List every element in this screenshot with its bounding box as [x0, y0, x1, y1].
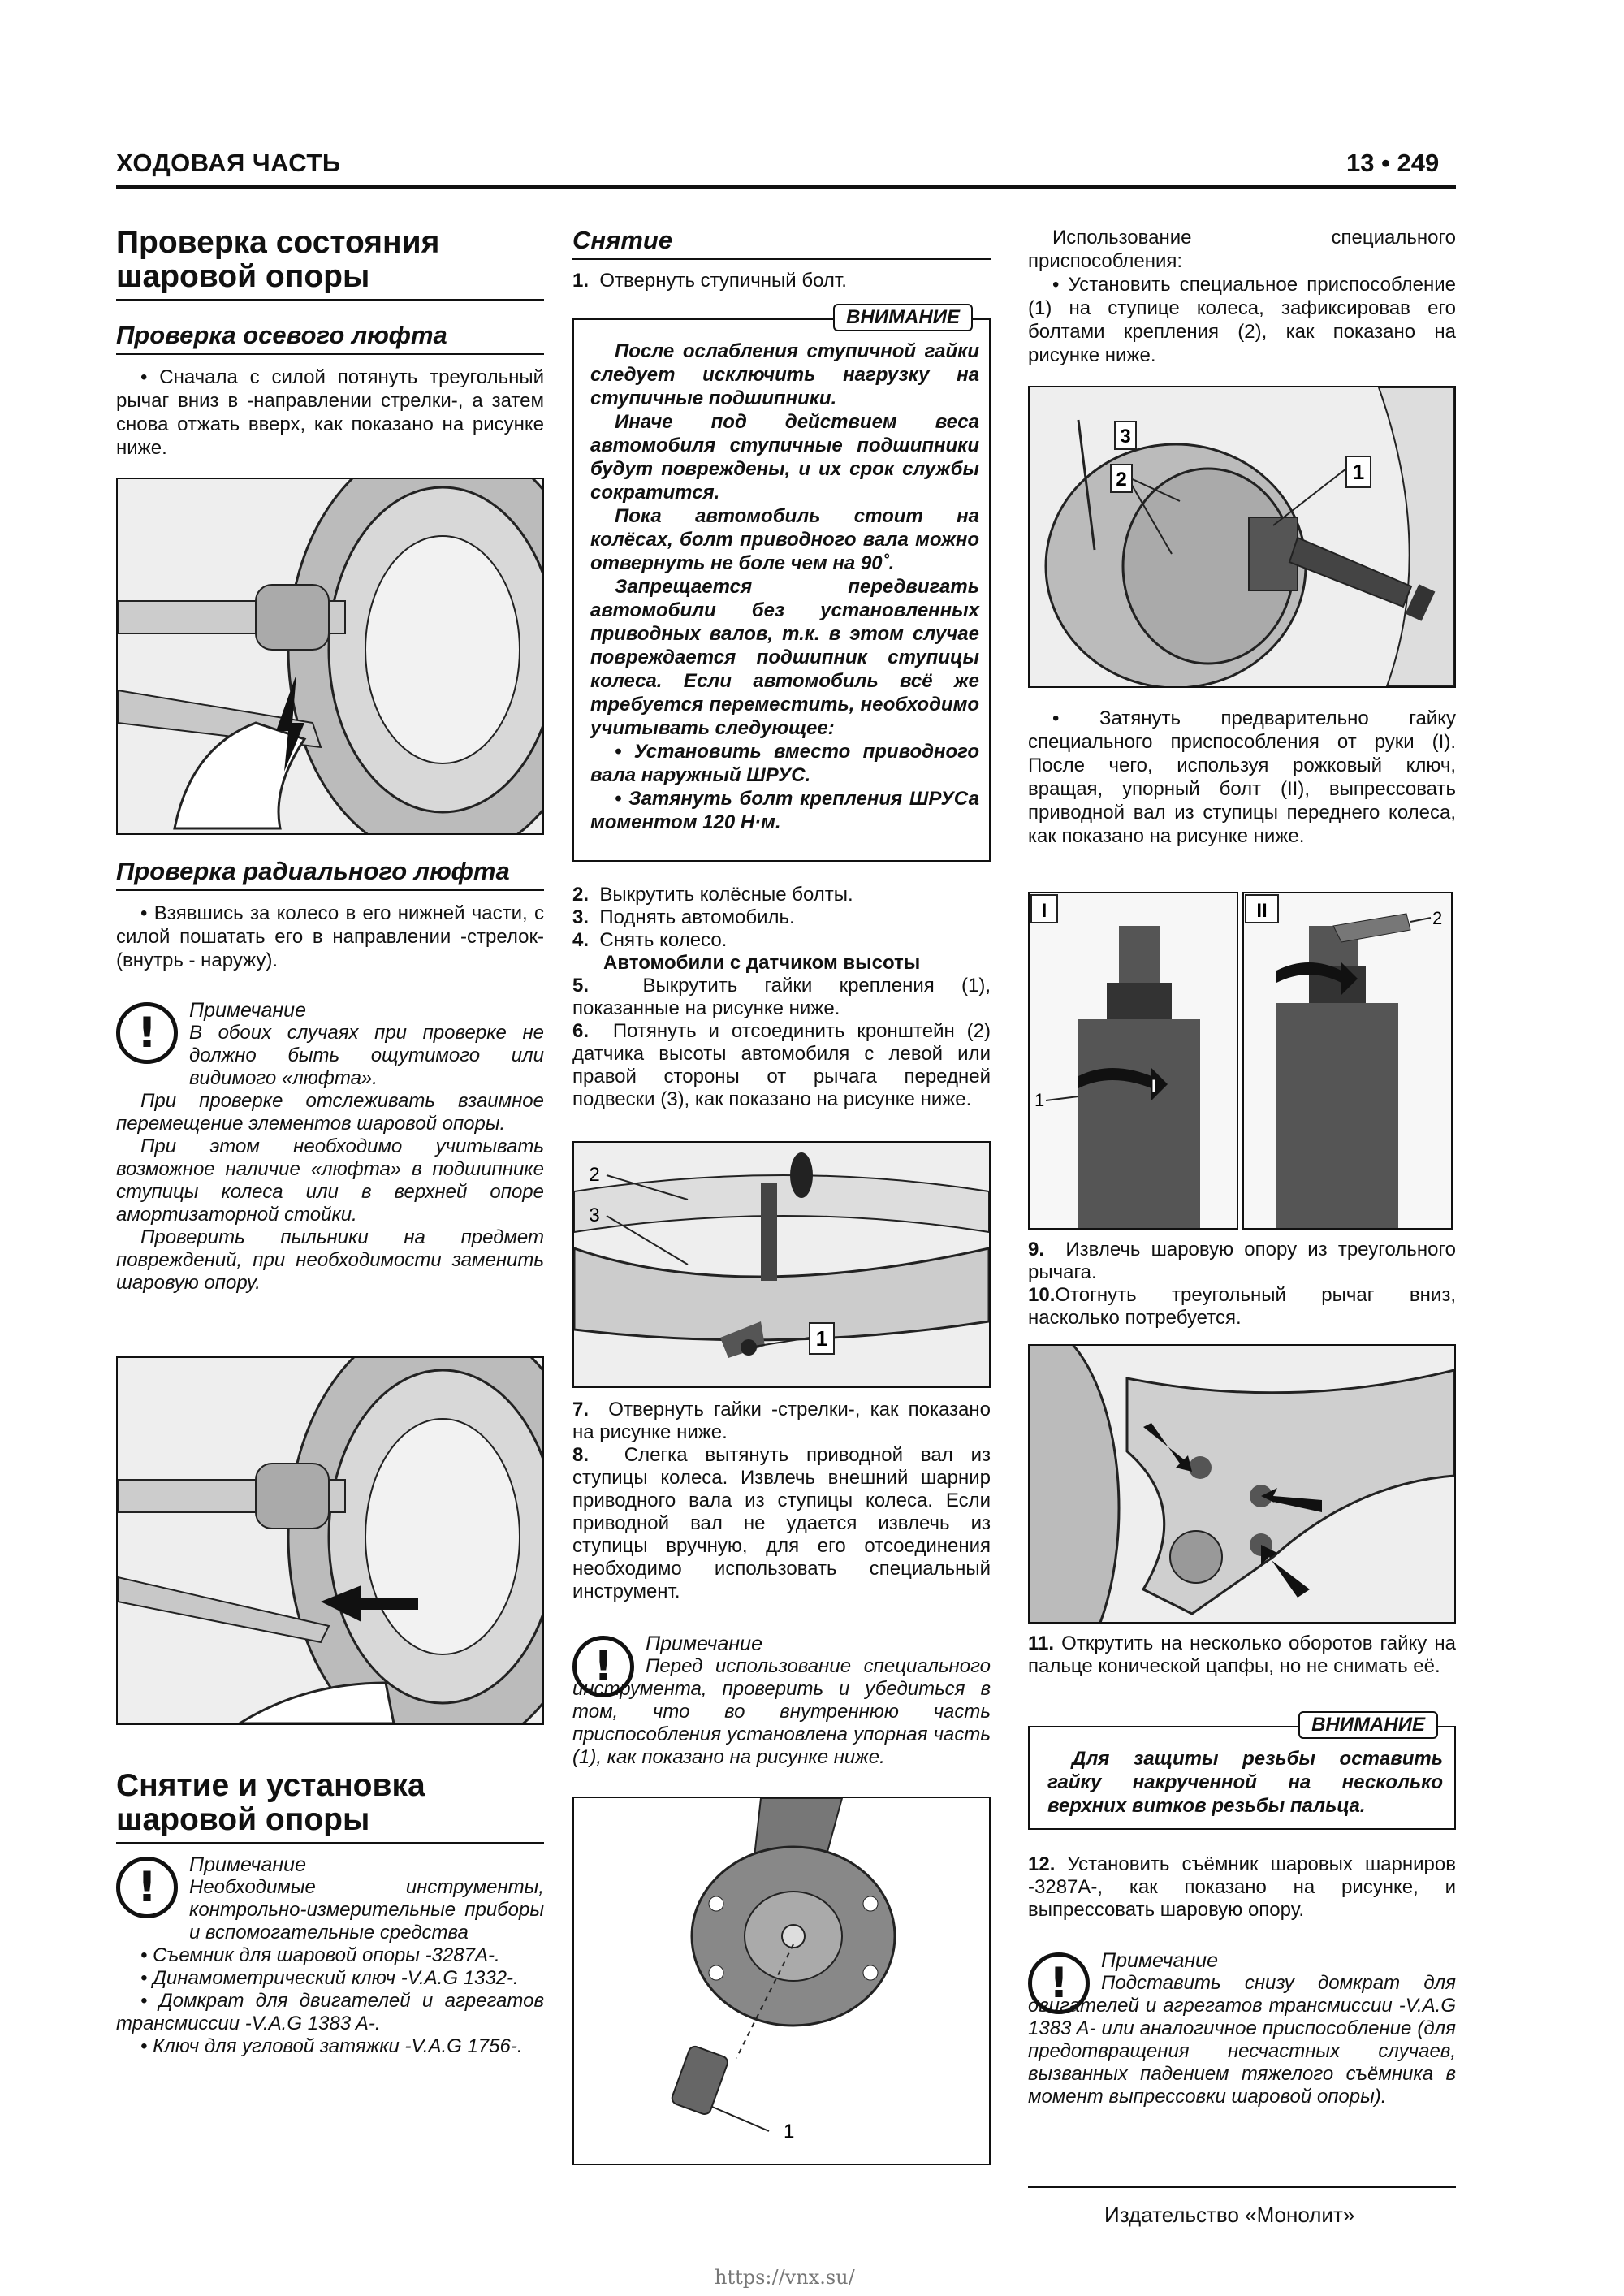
- figure-lever-nuts-drawing: [1030, 1346, 1454, 1622]
- col1-p2: [116, 902, 544, 972]
- note-text-2: При проверке отслеживать взаимное перемещение элементов шаровой опоры.: [116, 1090, 544, 1135]
- warning-tag: ВНИМАНИЕ: [1298, 1711, 1438, 1739]
- note-title: Примечание: [189, 1853, 306, 1876]
- col3-bullet2: [1028, 707, 1456, 848]
- callout-3: 3: [1120, 426, 1131, 448]
- warning-text-2: Иначе под действием веса автомобиля ступичные подшипники будут повреждены, и их срок службы сократится.: [590, 411, 979, 504]
- special-tool-bullet-1: • Установить специальное приспособление (1) на ступице колеса, зафиксировав его болтами крепления (2), как показано на рисунке ниже.: [1028, 273, 1456, 367]
- figure-radial-play-drawing: [118, 1358, 542, 1723]
- col1-title2-block: [116, 1769, 544, 1844]
- label-II: II: [1256, 900, 1268, 922]
- note-jack: [1028, 1949, 1456, 2108]
- step-11-block: [1028, 1632, 1456, 1678]
- warning-bullet-1: • Установить вместо приводного вала наружный ШРУС.: [590, 740, 979, 787]
- warning-bullet-2: • Затянуть болт крепления ШРУСа моментом 120 Н·м.: [590, 787, 979, 834]
- figure-puller-step-II: [1242, 892, 1453, 1230]
- footer-rule: [1028, 2186, 1456, 2188]
- note-text-1: В обоих случаях при проверке не должно быть ощутимого или видимого «люфта».: [189, 1022, 544, 1089]
- note-tools-intro: Необходимые инструменты, контрольно-измерительные приборы и вспомогательные средства: [189, 1876, 544, 1944]
- note-title: Примечание: [1101, 1949, 1218, 1972]
- figure-radial-play: [116, 1356, 544, 1725]
- title-rule: [116, 299, 544, 301]
- title-ball-joint-removal-l2: шаровой опоры: [116, 1802, 370, 1837]
- section-title: ХОДОВАЯ ЧАСТЬ: [116, 149, 341, 177]
- step-6: 6. Потянуть и отсоединить кронштейн (2) датчика высоты автомобиля с левой или правой стороны от рычага передней подвески (3), как показано на рисунке ниже.: [572, 1020, 991, 1110]
- step-4: 4. Снять колесо.: [572, 929, 728, 951]
- callout-1: 1: [784, 2121, 795, 2143]
- label-I: I: [1041, 900, 1047, 922]
- figure-height-sensor: [572, 1141, 991, 1388]
- title-ball-joint-check-l2: шаровой опоры: [116, 259, 370, 294]
- callout-2: 2: [589, 1164, 600, 1186]
- warning-tag: ВНИМАНИЕ: [833, 304, 973, 331]
- warning-box-hub: [572, 306, 991, 862]
- note-text-4: Проверить пыльники на предмет повреждений, при необходимости заменить шаровую опору.: [116, 1226, 544, 1294]
- steps-9-10: [1028, 1239, 1456, 1330]
- col2-sub1: [572, 226, 991, 260]
- callout-2: 2: [1432, 908, 1443, 928]
- col1-sub1: [116, 321, 544, 355]
- figure-hub-thrust-piece: [572, 1797, 991, 2165]
- figure-axial-play: [116, 478, 544, 835]
- special-tool-intro: Использование специального приспособления:: [1028, 227, 1456, 272]
- step-7: 7. Отвернуть гайки -стрелки-, как показано на рисунке ниже.: [572, 1399, 991, 1443]
- note-special-tool: [572, 1632, 991, 1769]
- radial-play-text: • Взявшись за колесо в его нижней части, с силой пошатать его в направлении -стрелок- (внутрь - наружу).: [116, 902, 544, 972]
- svg-text:I: I: [1151, 1076, 1157, 1096]
- step-12-block: [1028, 1853, 1456, 1922]
- tool-item-4: • Ключ для угловой затяжки -V.A.G 1756-.: [116, 2035, 544, 2058]
- warning-text-3: Пока автомобиль стоит на колёсах, болт приводного вала можно отвернуть не боле чем на 90˚.: [590, 505, 979, 574]
- figure-axial-play-drawing: [118, 479, 542, 833]
- exclamation-icon: !: [1028, 1952, 1090, 2014]
- warning-text-4: Запрещается передвигать автомобили без установленных приводных валов, т.к. в этом случае повреждается подшипник ступицы колеса. Если автомобиль всё же требуется переместить, необходимо учитывать следующее:: [590, 576, 979, 739]
- publisher: Издательство «Монолит»: [1104, 2203, 1355, 2227]
- note-play: [116, 999, 544, 1295]
- step-3: 3. Поднять автомобиль.: [572, 906, 795, 928]
- special-tool-bullet-2: • Затянуть предварительно гайку специального приспособления от руки (I). После чего, используя рожковый ключ, вращая, упорный болт (II), выпрессовать приводной вал из ступицы переднего колеса, как показано на рисунке ниже.: [1028, 707, 1456, 848]
- step-9: 9. Извлечь шаровую опору из треугольного рычага.: [1028, 1239, 1456, 1283]
- figure-tool-on-hub-drawing: [1030, 387, 1454, 686]
- source-url[interactable]: https://vnx.su/: [715, 2266, 855, 2289]
- exclamation-icon: !: [116, 1002, 178, 1064]
- col1-title-block: [116, 226, 544, 301]
- figure-lever-nuts: [1028, 1344, 1456, 1624]
- subtitle-radial-play: Проверка радиального люфта: [116, 857, 510, 885]
- tool-item-1: • Съемник для шаровой опоры -3287A-.: [116, 1944, 544, 1967]
- tool-item-3: • Домкрат для двигателей и агрегатов трансмиссии -V.A.G 1383 A-.: [116, 1990, 544, 2035]
- figure-height-sensor-drawing: [574, 1143, 989, 1386]
- header-rule: [116, 185, 1456, 189]
- warning-thread-text: Для защиты резьбы оставить гайку накрученной на несколько верхних витков резьбы пальца.: [1047, 1748, 1443, 1817]
- figure-puller-step-I: [1028, 892, 1238, 1230]
- subtitle-removal: Снятие: [572, 226, 673, 254]
- note-jack-text: Подставить снизу домкрат для двигателей и агрегатов трансмиссии -V.A.G 1383 A- или аналогичное приспособление (для предотвращения несчастных случаев, вызванных падением тяжелого съёмника в момент выпрессовки шаровой опоры).: [1028, 1972, 1456, 2108]
- exclamation-icon: !: [116, 1857, 178, 1918]
- note-title: Примечание: [189, 999, 306, 1022]
- steps-2-6: [572, 884, 991, 1111]
- callout-1: 1: [815, 1326, 828, 1351]
- page-number: 13 • 249: [1346, 149, 1440, 177]
- note-special-tool-text: Перед использование специального инструмента, проверить и убедиться в том, что во внутреннюю часть приспособления установлена упорная часть (1), как показано на рисунке ниже.: [572, 1655, 991, 1768]
- title-ball-joint-removal-l1: Снятие и установка: [116, 1768, 425, 1803]
- step-8: 8. Слегка вытянуть приводной вал из ступицы колеса. Извлечь внешний шарнир приводного вала из ступицы колеса. Если приводной вал не удается извлечь из ступицы вручную, для его отсоединения необходимо использовать специальный инструмент.: [572, 1444, 991, 1602]
- step-12: 12. Установить съёмник шаровых шарниров -3287A-, как показано на рисунке, и выпрессовать шаровую опору.: [1028, 1853, 1456, 1921]
- col3-intro: [1028, 226, 1456, 367]
- warning-text-1: После ослабления ступичной гайки следует исключить нагрузку на ступичные подшипники.: [590, 340, 979, 409]
- step-5: 5. Выкрутить гайки крепления (1), показанные на рисунке ниже.: [572, 975, 991, 1019]
- step-10: 10.Отогнуть треугольный рычаг вниз, насколько потребуется.: [1028, 1284, 1456, 1329]
- step-11: 11. Открутить на несколько оборотов гайку на пальце конической цапфы, но не снимать её.: [1028, 1632, 1457, 1677]
- warning-box-thread: [1028, 1714, 1456, 1830]
- note-text-3: При этом необходимо учитывать возможное наличие «люфта» в подшипнике ступицы колеса или в верхней опоре амортизаторной стойки.: [116, 1135, 544, 1226]
- callout-1: 1: [1034, 1090, 1045, 1110]
- axial-play-text: • Сначала с силой потянуть треугольный рычаг вниз в -направлении стрелки-, а затем снова отжать вверх, как показано на рисунке ниже.: [116, 365, 544, 460]
- figure-puller-step-I-drawing: [1030, 893, 1237, 1228]
- subtitle-axial-play: Проверка осевого люфта: [116, 321, 447, 349]
- step-4-bold: Автомобили с датчиком высоты: [603, 952, 921, 974]
- callout-3: 3: [589, 1204, 600, 1226]
- exclamation-icon: !: [572, 1636, 634, 1697]
- col1-sub2: [116, 857, 544, 891]
- title-ball-joint-check-l1: Проверка состояния: [116, 225, 440, 260]
- step-1: 1. Отвернуть ступичный болт.: [572, 270, 847, 292]
- figure-tool-on-hub: [1028, 386, 1456, 688]
- note-title: Примечание: [646, 1632, 762, 1655]
- col1-p1: [116, 365, 544, 460]
- tool-item-2: • Динамометрический ключ -V.A.G 1332-.: [116, 1967, 544, 1990]
- callout-2: 2: [1116, 469, 1127, 491]
- figure-hub-thrust-piece-drawing: [574, 1798, 989, 2164]
- steps-7-8: [572, 1399, 991, 1603]
- figure-puller-step-II-drawing: [1244, 893, 1451, 1228]
- callout-1: 1: [1352, 460, 1365, 484]
- note-tools: [116, 1853, 544, 2058]
- step-2: 2. Выкрутить колёсные болты.: [572, 884, 853, 906]
